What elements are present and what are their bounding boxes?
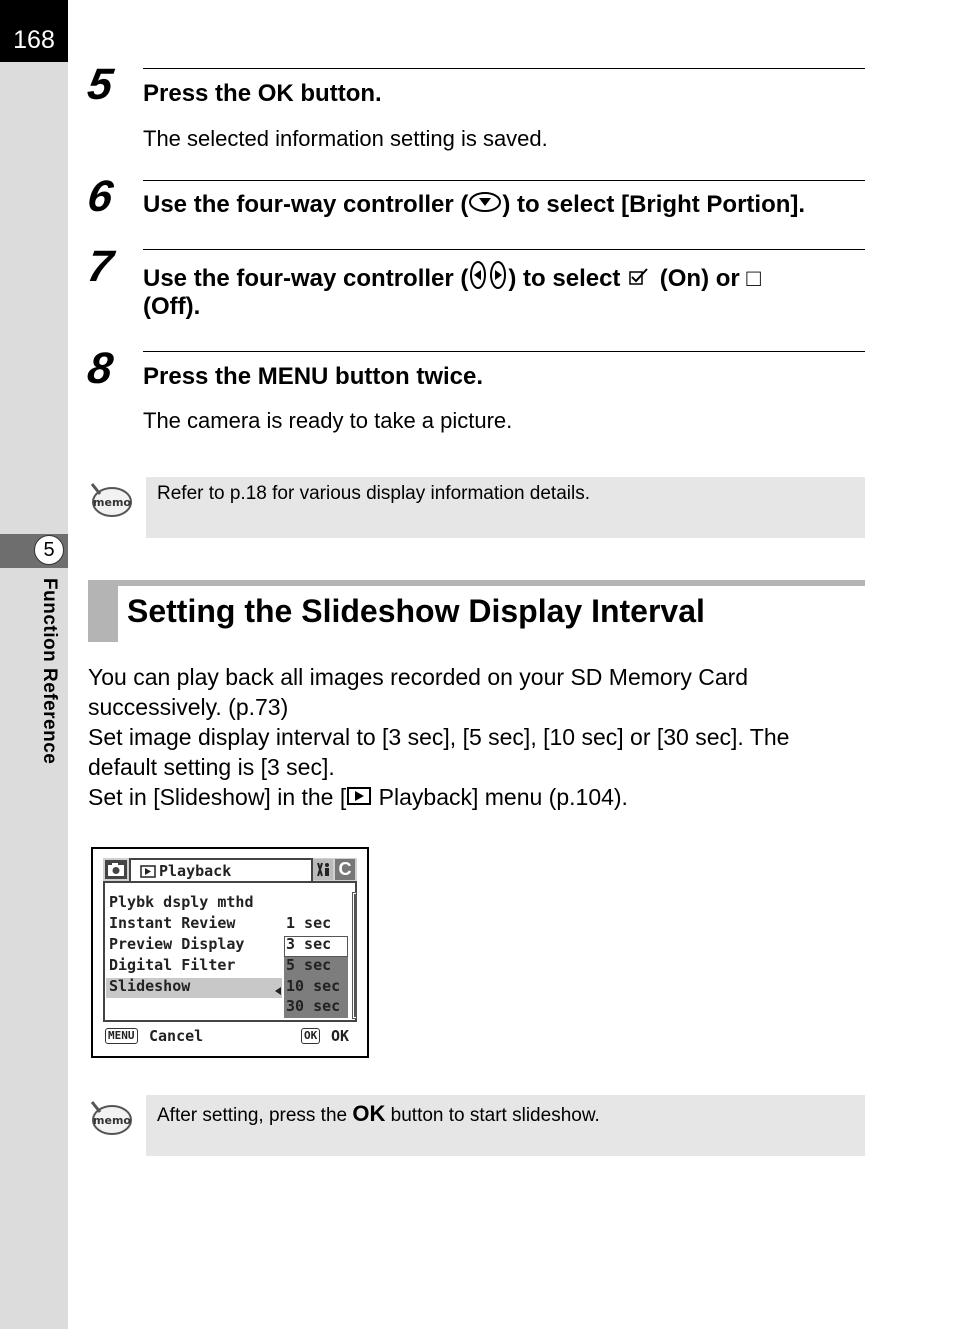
- section-title: Setting the Slideshow Display Interval: [127, 593, 705, 629]
- tab-playback-label: Playback: [159, 862, 232, 880]
- ok-label[interactable]: OK: [331, 1027, 350, 1045]
- playback-icon: [346, 785, 372, 812]
- four-way-down-icon: [468, 190, 502, 222]
- option-item-selected[interactable]: 3 sec: [286, 935, 332, 953]
- selection-arrow-icon: [274, 982, 282, 1000]
- option-item[interactable]: 5 sec: [286, 956, 332, 974]
- step-title-part: ) to select [Bright Portion].: [502, 191, 806, 218]
- menu-footer: [105, 1027, 359, 1047]
- menu-item-slideshow[interactable]: Slideshow: [109, 977, 191, 995]
- cancel-label[interactable]: Cancel: [149, 1027, 204, 1045]
- step-title: Press the OK button.: [143, 80, 382, 107]
- chapter-label: Function Reference: [39, 578, 60, 765]
- option-item[interactable]: 10 sec: [286, 977, 341, 995]
- step-title: [143, 259, 761, 300]
- memo-text: [157, 1101, 600, 1127]
- body-text: successively. (p.73): [88, 694, 289, 720]
- menu-tab-bar: [103, 858, 357, 881]
- step-title-part: Use the four-way controller (: [143, 191, 469, 218]
- step-body: The selected information setting is saved.: [143, 126, 548, 151]
- menu-key-icon: MENU: [105, 1028, 138, 1044]
- ok-button-glyph: OK: [352, 1101, 386, 1126]
- four-way-left-right-icon: [468, 259, 508, 300]
- memo-text-part: button to start slideshow.: [390, 1105, 600, 1126]
- body-text: You can play back all images recorded on your SD Memory Card: [88, 664, 749, 690]
- step-number: 6: [84, 172, 116, 221]
- wrench-icon[interactable]: [313, 859, 333, 880]
- camera-menu-screen: [91, 847, 369, 1058]
- ok-key-icon: OK: [301, 1028, 320, 1044]
- body-text: default setting is [3 sec].: [88, 754, 335, 780]
- step-number: 7: [84, 242, 116, 291]
- step-number: 8: [84, 344, 116, 393]
- step-title: Press the MENU button twice.: [143, 363, 484, 390]
- menu-item[interactable]: Preview Display: [109, 935, 245, 953]
- svg-text:memo: memo: [93, 496, 131, 509]
- menu-item[interactable]: Digital Filter: [109, 956, 236, 974]
- tab-playback[interactable]: [129, 858, 313, 882]
- camera-icon: [105, 860, 127, 879]
- step-body: The camera is ready to take a picture.: [143, 408, 513, 433]
- step-title-part: (On) or: [653, 264, 747, 292]
- memo-box: [146, 477, 865, 538]
- body-text: Set image display interval to [3 sec], [5 sec], [10 sec] or [30 sec]. The: [88, 724, 790, 750]
- menu-panel: [103, 881, 357, 1022]
- checkbox-empty-icon: □: [746, 264, 761, 292]
- page-number: 168: [13, 26, 55, 54]
- svg-text:memo: memo: [93, 1114, 131, 1127]
- step-title-line2: (Off).: [143, 293, 201, 320]
- step-title: [143, 189, 805, 222]
- option-item[interactable]: 1 sec: [286, 914, 332, 932]
- body-text: [88, 784, 628, 812]
- body-text-part: Set in [Slideshow] in the [: [88, 784, 347, 810]
- scrollbar[interactable]: [352, 892, 357, 1019]
- step-divider: [143, 351, 865, 352]
- tab-custom[interactable]: C: [335, 859, 355, 880]
- memo-text-part: After setting, press the: [157, 1105, 348, 1126]
- step-number: 5: [84, 60, 116, 109]
- memo-icon: [90, 482, 134, 518]
- memo-box: [146, 1095, 865, 1156]
- step-title-part: Use the four-way controller (: [143, 264, 469, 292]
- memo-icon: [90, 1100, 134, 1136]
- memo-text: Refer to p.18 for various display information details.: [157, 483, 590, 504]
- menu-item[interactable]: Instant Review: [109, 914, 236, 932]
- step-divider: [143, 180, 865, 181]
- body-text-part: Playback] menu (p.104).: [372, 784, 628, 810]
- option-item[interactable]: 30 sec: [286, 997, 341, 1015]
- step-title-part: ) to select: [508, 264, 621, 292]
- step-divider: [143, 249, 865, 250]
- playback-icon: [140, 864, 156, 882]
- step-divider: [143, 68, 865, 69]
- menu-item[interactable]: Plybk dsply mthd: [109, 893, 254, 911]
- chapter-number: 5: [34, 535, 64, 565]
- checkbox-checked-icon: [627, 264, 653, 296]
